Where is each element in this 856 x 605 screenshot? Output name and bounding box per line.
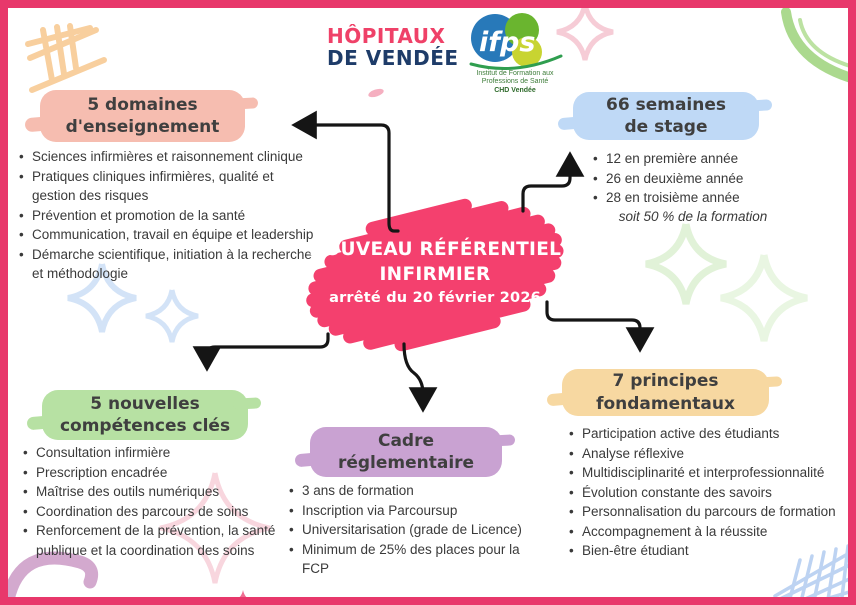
- list-item: • Sciences infirmières et raisonnement clinique: [18, 147, 318, 167]
- central-title-line1: NOUVEAU RÉFÉRENTIEL: [308, 239, 562, 261]
- hopitaux-de-vendee-logo: [327, 25, 459, 69]
- ifps-logo: [450, 10, 580, 95]
- header-competences-line2: compétences clés: [59, 416, 231, 436]
- list-cadre: [288, 481, 550, 579]
- stage-note: soit 50 % de la formation: [618, 209, 768, 224]
- list-item: • Bien-être étudiant: [568, 541, 856, 561]
- header-competences: [42, 390, 248, 440]
- logo-line-hopitaux: HÔPITAUX: [327, 24, 446, 48]
- list-item: • Personnalisation du parcours de formation: [568, 502, 856, 522]
- list-item: • Maîtrise des outils numériques: [22, 482, 284, 502]
- svg-text:ifps: ifps: [479, 27, 536, 58]
- ifps-caption-line3: CHD Vendée: [494, 86, 536, 94]
- header-cadre: [310, 427, 502, 477]
- list-item: • Évolution constante des savoirs: [568, 483, 856, 503]
- ifps-logo-icon: [465, 10, 565, 72]
- list-item: • Démarche scientifique, initiation à la recherche et méthodologie: [18, 245, 318, 284]
- header-stage: [573, 92, 759, 140]
- central-subtitle: arrêté du 20 février 2026: [329, 289, 541, 306]
- logo-line-de-vendee: DE VENDÉE: [327, 46, 459, 70]
- list-item: • Prescription encadrée: [22, 463, 284, 483]
- list-competences: [22, 443, 284, 560]
- header-stage-line1: 66 semaines: [606, 94, 726, 115]
- list-item: • Renforcement de la prévention, la santé publique et la coordination des soins: [22, 521, 284, 560]
- header-principes-line1: 7 principes: [612, 371, 719, 392]
- central-node-text: [295, 192, 575, 352]
- list-item: • 28 en troisième année: [592, 188, 802, 208]
- list-item: • Analyse réflexive: [568, 444, 856, 464]
- header-principes: [562, 369, 769, 416]
- list-item: • Pratiques cliniques infirmières, qualité et gestion des risques: [18, 167, 318, 206]
- list-item: • Accompagnement à la réussite: [568, 522, 856, 542]
- central-node: [295, 192, 575, 352]
- list-item: • 26 en deuxième année: [592, 169, 802, 189]
- list-principes: [568, 424, 856, 561]
- ifps-caption-line1: Institut de Formation aux: [476, 70, 554, 77]
- header-stage-line2: de stage: [624, 117, 708, 137]
- ifps-caption: [450, 70, 580, 95]
- list-item: • Minimum de 25% des places pour la FCP: [288, 540, 550, 579]
- list-domaines: [18, 147, 318, 284]
- list-item: • Inscription via Parcoursup: [288, 501, 550, 521]
- header-principes-line2: fondamentaux: [596, 393, 735, 414]
- list-item: • Participation active des étudiants: [568, 424, 856, 444]
- ifps-caption-line2: Professions de Santé: [481, 78, 549, 86]
- header-domaines: [40, 90, 245, 142]
- header-domaines-line1: 5 domaines: [87, 94, 198, 115]
- list-item: • 12 en première année: [592, 149, 802, 169]
- list-item: • Universitarisation (grade de Licence): [288, 520, 550, 540]
- header-cadre-line2: réglementaire: [337, 453, 475, 473]
- list-item: • 3 ans de formation: [288, 481, 550, 501]
- list-item: • Multidisciplinarité et interprofessionnalité: [568, 463, 856, 483]
- list-item: • Consultation infirmière: [22, 443, 284, 463]
- central-title-line2: INFIRMIER: [379, 264, 491, 285]
- list-item: • Coordination des parcours de soins: [22, 502, 284, 522]
- list-item: • Prévention et promotion de la santé: [18, 206, 318, 226]
- header-domaines-line2: d'enseignement: [65, 117, 220, 137]
- list-item: • Communication, travail en équipe et leadership: [18, 225, 318, 245]
- header-cadre-line1: Cadre: [377, 430, 435, 451]
- list-stage: [592, 149, 802, 208]
- header-competences-line1: 5 nouvelles: [90, 393, 200, 414]
